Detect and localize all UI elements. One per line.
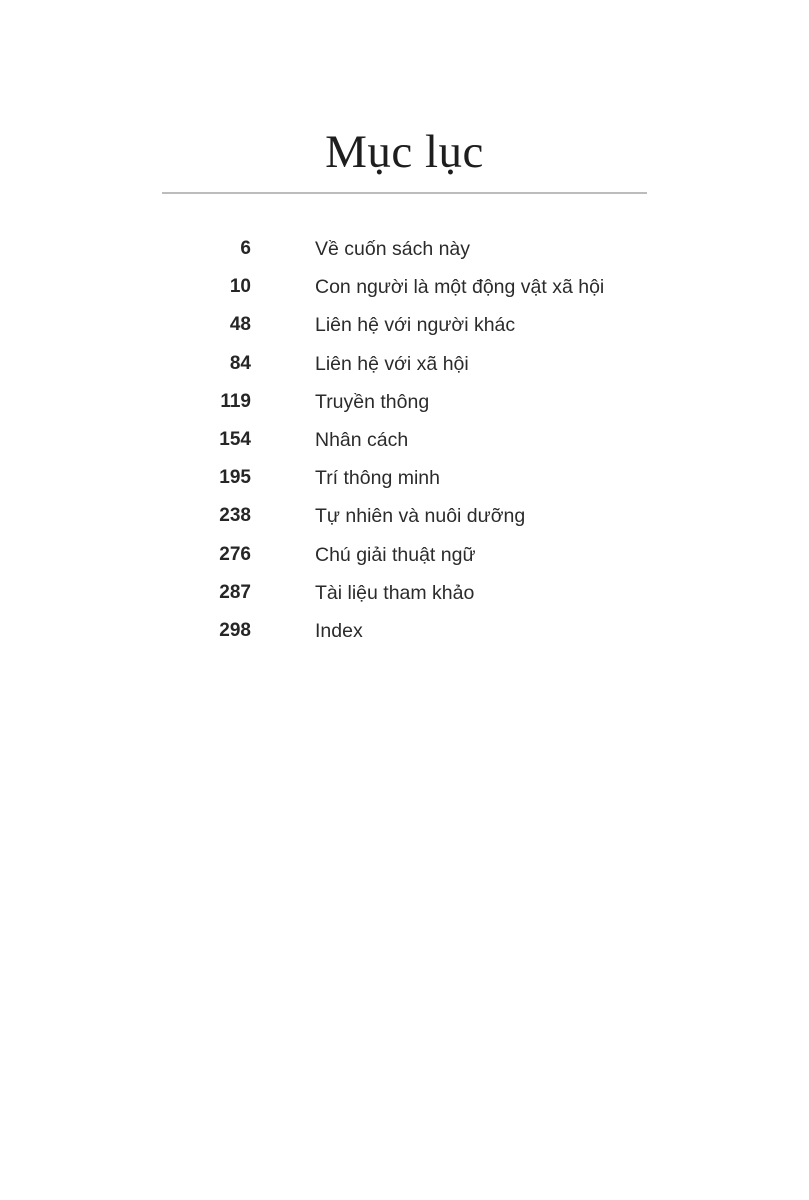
toc-page-number: 238: [219, 505, 251, 527]
toc-page-number: 6: [240, 238, 251, 259]
toc-chapter-title: Trí thông minh: [315, 467, 440, 490]
toc-chapter-title: Liên hệ với xã hội: [315, 352, 469, 375]
toc-entry[interactable]: [0, 421, 809, 459]
toc-entry[interactable]: [0, 268, 809, 306]
toc-page-number: 10: [229, 276, 251, 298]
toc-chapter-title: Liên hệ với người khác: [315, 314, 516, 337]
toc-chapter-title: Nhân cách: [315, 428, 409, 451]
toc-entry[interactable]: [0, 612, 809, 650]
toc-chapter-title: Chú giải thuật ngữ: [315, 543, 476, 566]
toc-entry[interactable]: [0, 574, 809, 612]
table-of-contents: [0, 230, 809, 650]
toc-entry[interactable]: [0, 459, 809, 497]
title-divider: [162, 192, 647, 194]
toc-page-number: 195: [219, 467, 251, 489]
toc-chapter-title: Truyền thông: [315, 390, 430, 413]
toc-chapter-title: Index: [315, 619, 363, 642]
toc-chapter-title: Con người là một động vật xã hội: [315, 276, 605, 299]
toc-chapter-title: Về cuốn sách này: [315, 238, 471, 260]
toc-page-number: 287: [219, 581, 251, 603]
toc-entry[interactable]: [0, 345, 809, 383]
toc-entry[interactable]: [0, 536, 809, 574]
toc-entry[interactable]: [0, 230, 809, 268]
page-title: Mục lục: [325, 126, 484, 178]
toc-entry[interactable]: [0, 383, 809, 421]
toc-page-number: 298: [219, 619, 251, 641]
toc-page-number: 119: [220, 390, 251, 412]
toc-page-number: 48: [229, 314, 251, 336]
toc-page-number: 84: [229, 352, 251, 374]
toc-entry[interactable]: [0, 306, 809, 344]
toc-entry[interactable]: [0, 497, 809, 535]
toc-page-number: 154: [219, 428, 251, 450]
toc-page-number: 276: [219, 543, 251, 565]
toc-chapter-title: Tài liệu tham khảo: [315, 581, 475, 604]
toc-chapter-title: Tự nhiên và nuôi dưỡng: [315, 505, 526, 528]
